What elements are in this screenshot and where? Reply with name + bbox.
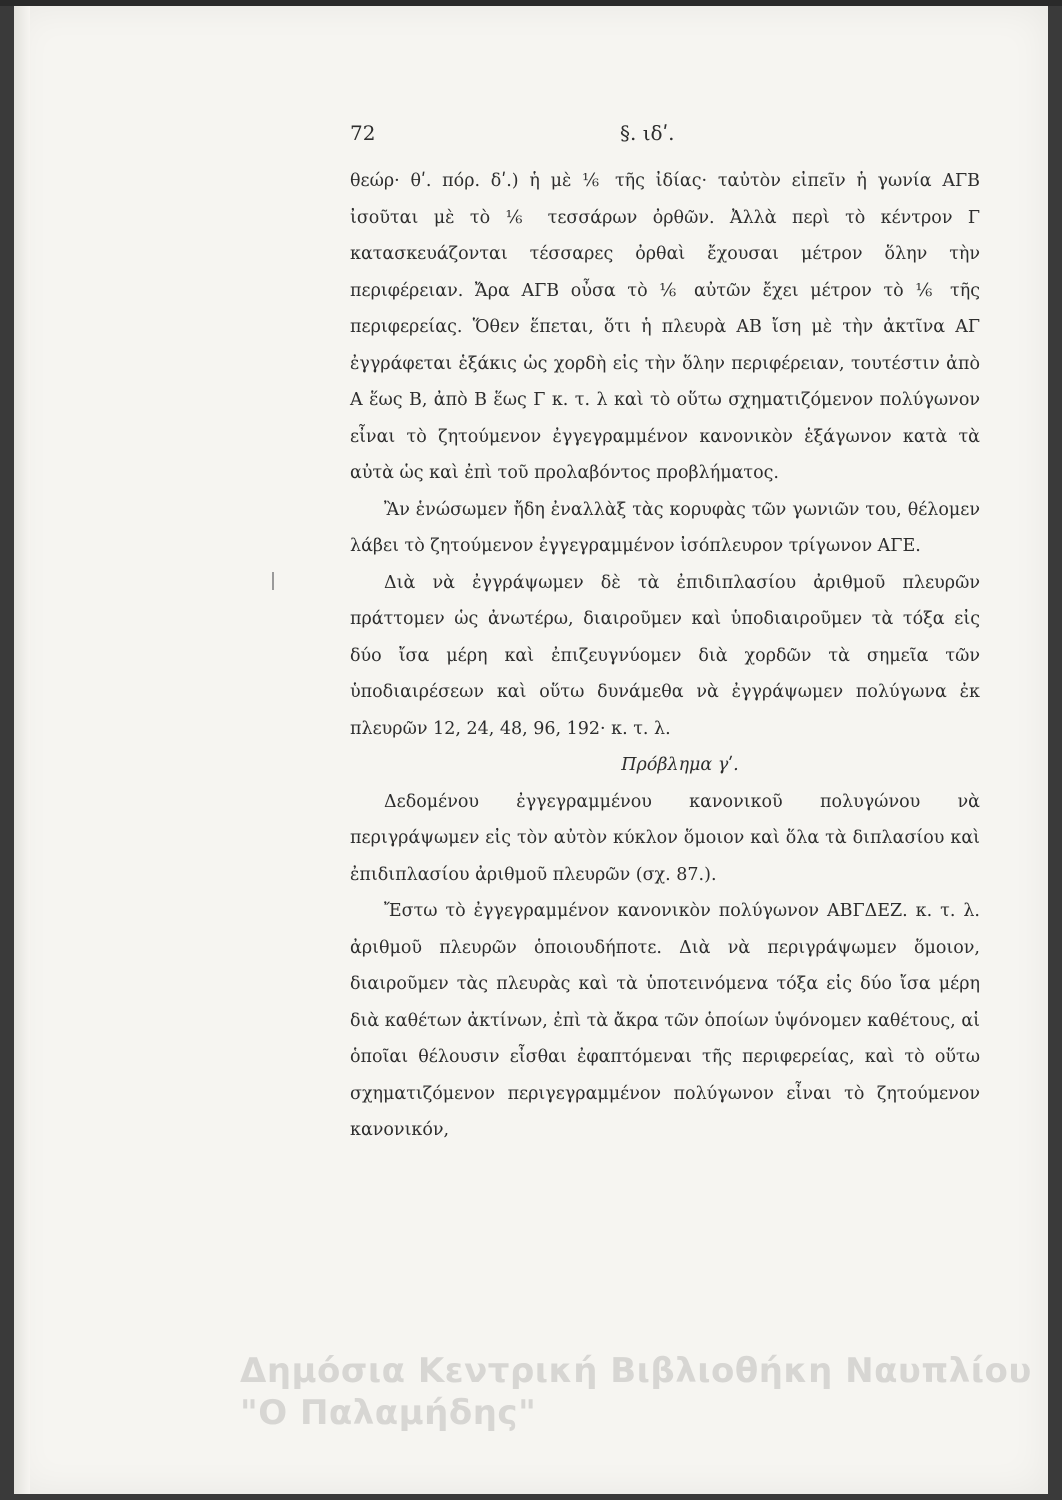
- watermark-line-1: Δημόσια Κεντρική Βιβλιοθήκη Ναυπλίου: [240, 1351, 1032, 1391]
- section-title: §. ιδʹ.: [620, 121, 675, 145]
- page-number: 72: [350, 121, 376, 145]
- library-watermark: [240, 1350, 1040, 1434]
- margin-mark: [272, 572, 274, 590]
- watermark-line-2: "Ο Παλαμήδης": [240, 1393, 537, 1433]
- paragraph-3: Διὰ νὰ ἐγγράψωμεν δὲ τὰ ἐπιδιπλασίου ἀριθμοῦ πλευρῶν πράττομεν ὡς ἀνωτέρω, διαιροῦμεν καὶ ὑποδιαιροῦμεν τὰ τόξα εἰς δύο ἴσα μέρη καὶ ἐπιζευγνύομεν διὰ χορδῶν τὰ σημεῖα τῶν ὑποδιαιρέσεων καὶ οὕτω δυνάμεθα νὰ ἐγγράψωμεν πολύγωνα ἐκ πλευρῶν 12, 24, 48, 96, 192· κ. τ. λ.: [350, 572, 980, 739]
- paragraph-2: Ἂν ἑνώσωμεν ἤδη ἐναλλὰξ τὰς κορυφὰς τῶν γωνιῶν του, θέλομεν λάβει τὸ ζητούμενον ἐγγεγραμμένον ἰσόπλευρον τρίγωνον ΑΓΕ.: [350, 499, 980, 556]
- problem-heading: Πρόβλημα γʹ.: [621, 755, 739, 775]
- page-binding-shadow: [14, 6, 30, 1494]
- paragraph-1: θεώρ· θʹ. πόρ. δʹ.) ἡ μὲ ⅙ τῆς ἰδίας· ταὐτὸν εἰπεῖν ἡ γωνία ΑΓΒ ἰσοῦται μὲ τὸ ⅙ τεσσάρων ὀρθῶν. Ἀλλὰ περὶ τὸ κέντρον Γ κατασκευάζονται τέσσαρες ὀρθαὶ ἔχουσαι μέτρον ὅλην τὴν περιφέρειαν. Ἄρα ΑΓΒ οὖσα τὸ ⅙ αὐτῶν ἔχει μέτρον τὸ ⅙ τῆς περιφερείας. Ὅθεν ἕπεται, ὅτι ἡ πλευρὰ ΑΒ ἴση μὲ τὴν ἀκτῖνα ΑΓ ἐγγράφεται ἑξάκις ὡς χορδὴ εἰς τὴν ὅλην περιφέρειαν, τουτέστιν ἀπὸ Α ἕως Β, ἀπὸ Β ἕως Γ κ. τ. λ καὶ τὸ οὕτω σχηματιζόμενον πολύγωνον εἶναι τὸ ζητούμενον ἐγγεγραμμένον κανονικὸν ἑξάγωνον κατὰ τὰ αὐτὰ ὡς καὶ ἐπὶ τοῦ προλαβόντος προβλήματος.: [350, 171, 980, 483]
- paragraph-5: Ἔστω τὸ ἐγγεγραμμένον κανονικὸν πολύγωνον ΑΒΓΔΕΖ. κ. τ. λ. ἀριθμοῦ πλευρῶν ὁποιουδήποτε. Διὰ νὰ περιγράψωμεν ὅμοιον, διαιροῦμεν τὰς πλευρὰς καὶ τὰ ὑποτεινόμενα τόξα εἰς δύο ἴσα μέρη διὰ καθέτων ἀκτίνων, ἐπὶ τὰ ἄκρα τῶν ὁποίων ὑψόνομεν καθέτους, αἱ ὁποῖαι θέλουσιν εἶσθαι ἐφαπτόμεναι τῆς περιφερείας, καὶ τὸ οὕτω σχηματιζόμενον περιγεγραμμένον πολύγωνον εἶναι τὸ ζητούμενον κανονικόν,: [350, 901, 980, 1140]
- paragraph-4: Δεδομένου ἐγγεγραμμένου κανονικοῦ πολυγώνου νὰ περιγράψωμεν εἰς τὸν αὐτὸν κύκλον ὅμοιον καὶ ὅλα τὰ διπλασίου καὶ ἐπιδιπλασίου ἀριθμοῦ πλευρῶν (σχ. 87.).: [350, 791, 980, 885]
- page-text: [350, 115, 980, 1149]
- page-header: [350, 115, 980, 155]
